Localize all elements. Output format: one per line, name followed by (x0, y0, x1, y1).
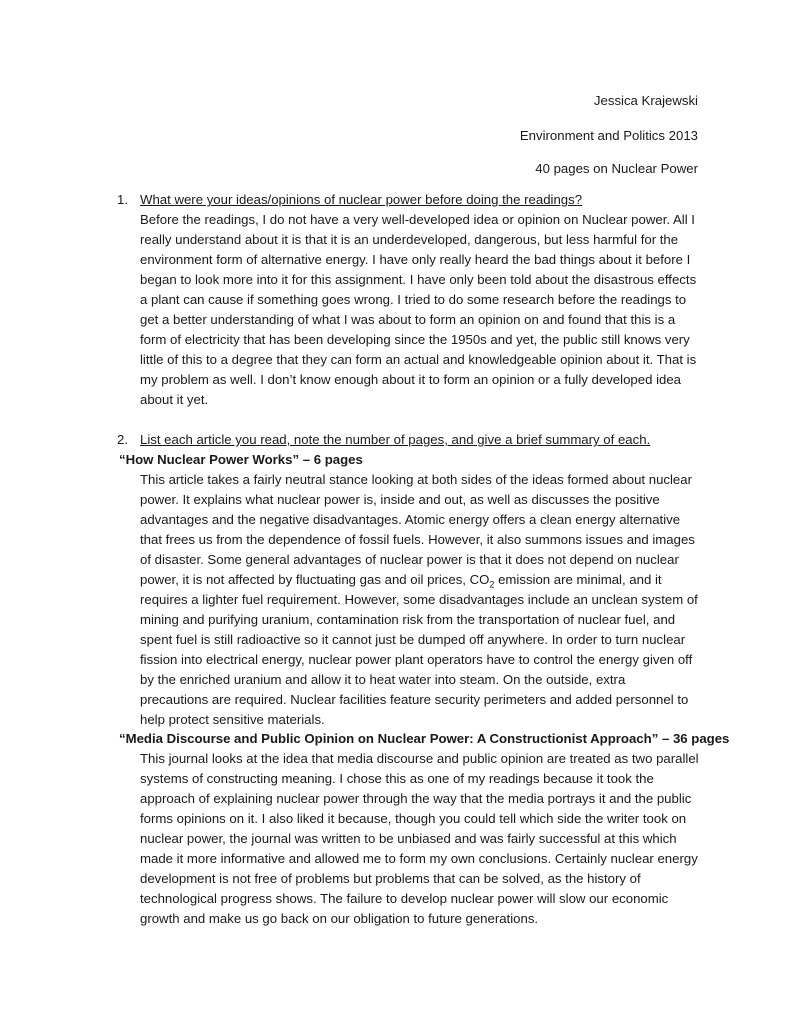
article-1-line: precautions are required. Nuclear facilities feature security perimeters and added personnel to (140, 692, 689, 707)
article-1-line: mining and purifying uranium, contamination risk from the transportation of nuclear fuel, and (140, 612, 676, 627)
article-2-line: nuclear power, the journal was written to be unbiased and was fairly successful at this which (140, 831, 677, 846)
co2-line-end: emission are minimal, and it (494, 572, 662, 587)
question-1 (117, 190, 582, 210)
question-1-number: 1. (117, 192, 128, 207)
answer-1 (140, 210, 710, 410)
article-2-line: made it more informative and allowed me to form my own conclusions. Certainly nuclear energy (140, 851, 698, 866)
question-2-number: 2. (117, 432, 128, 447)
article-2-line: This journal looks at the idea that media discourse and public opinion are treated as two parallel (140, 751, 699, 766)
question-2 (117, 430, 650, 450)
article-1-line: by the enriched uranium and allow it to heat water into steam. On the outside, extra (140, 672, 626, 687)
article-2-line: growth and make us go back on our obligation to future generations. (140, 911, 539, 926)
article-1-line: of disaster. Some general advantages of nuclear power is that it does not depend on nuclear (140, 552, 679, 567)
article-1-line: advantages and the negative disadvantages. Atomic energy offers a clean energy alternative (140, 512, 681, 527)
co2-subscript: 2 (489, 579, 495, 590)
article-2-line: systems of constructing meaning. I chose this as one of my readings because it took the (140, 771, 654, 786)
question-2-text: List each article you read, note the number of pages, and give a brief summary of each. (140, 432, 651, 447)
article-2-line: development is not free of problems but problems that can be solved, as the history of (140, 871, 641, 886)
answer-1-line: a plant can cause if something goes wrong. I tried to do some research before the readings to (140, 292, 687, 307)
answer-1-line: Before the readings, I do not have a very well-developed idea or opinion on Nuclear power. All I (140, 212, 695, 227)
article-1-line: power. It explains what nuclear power is, inside and out, as well as discusses the positive (140, 492, 660, 507)
answer-1-line: little of this to a degree that they can form an actual and knowledgeable opinion about it. That is (140, 352, 697, 367)
article-1-line: help protect sensitive materials. (140, 712, 325, 727)
article-1-summary (140, 470, 710, 730)
co2-line-start: power, it is not affected by fluctuating gas and oil prices, CO (140, 572, 490, 587)
answer-1-line: environment form of alternative energy. I have only really heard the bad things about it before I (140, 252, 691, 267)
author-name: Jessica Krajewski (593, 93, 698, 108)
answer-1-line: my problem as well. I don’t know enough about it to form an opinion or a fully developed idea (140, 372, 682, 387)
question-1-text: What were your ideas/opinions of nuclear power before doing the readings? (140, 192, 583, 207)
article-2-summary (140, 749, 710, 929)
answer-1-line: began to look more into it for this assignment. I have only been told about the disastrous effects (140, 272, 697, 287)
course-name: Environment and Politics 2013 (519, 128, 698, 143)
article-2-line: forms opinions on it. I also liked it because, though you could tell which side the writer took on (140, 811, 687, 826)
article-1-line: fission into electrical energy, nuclear power plant operators have to control the energy given off (140, 652, 693, 667)
answer-1-line: get a better understanding of what I was about to form an opinion on and found that this is a (140, 312, 676, 327)
article-1-co2-line (140, 570, 710, 590)
article-1-line: spent fuel is still radioactive so it cannot just be dumped off anywhere. In order to turn nuclear (140, 632, 686, 647)
answer-1-line: about it yet. (140, 392, 209, 407)
article-2-line: technological progress shows. The failure to develop nuclear power will slow our economic (140, 891, 669, 906)
article-2-line: approach of explaining nuclear power through the way that the media portrays it and the public (140, 791, 692, 806)
article-1-line: requires a lighter fuel requirement. However, some disadvantages include an unclean system of (140, 592, 698, 607)
topic-line: 40 pages on Nuclear Power (535, 161, 698, 176)
article-1-line: This article takes a fairly neutral stance looking at both sides of the ideas formed about nuclear (140, 472, 692, 487)
answer-1-line: form of electricity that has been developing since the 1950s and yet, the public still knows very (140, 332, 690, 347)
article-1-title: “How Nuclear Power Works” – 6 pages (119, 452, 363, 467)
answer-1-line: really understand about it is that it is an underdeveloped, dangerous, but less harmful for the (140, 232, 679, 247)
article-1-line: that frees us from the dependence of fossil fuels. However, it also summons issues and images (140, 532, 695, 547)
article-2-title: “Media Discourse and Public Opinion on Nuclear Power: A Constructionist Approach” – 36 pages (119, 731, 730, 746)
